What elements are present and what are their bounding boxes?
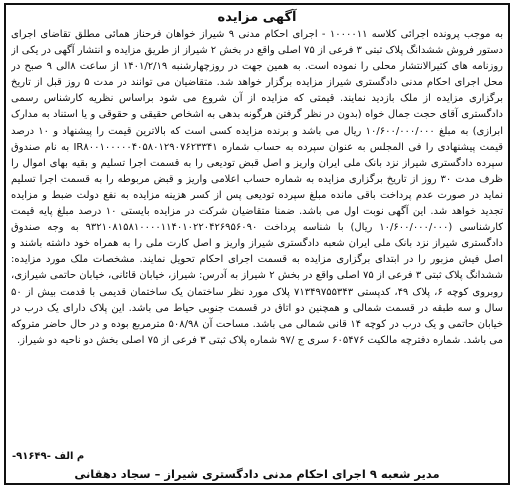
auction-notice — [4, 3, 510, 485]
notice-body-text: به موجب پرونده اجرائی کلاسه ۱۰۰۰۰۱۱ - اجرای احکام مدنی ۹ شیراز خواهان فرحناز همائی مطلق تقاضای اجرای دستور فروش ششدانگ پلاک ثبتی ۳ فرعی از ۷۵ اصلی واقع در بخش ۲ شیراز از طریق مزایده و انتشار آگهی در یکی از روزنامه های کثیرالانتشار محلی را نموده است. به همین جهت در روزچهارشنبه ۱۴۰۱/۲/۱۹ از ساعت ۸الی ۹ صبح در محل اجرای احکام مدنی دادگستری شیراز مزایده برگزار خواهد شد. متقاضیان می توانند در مدت ۵ روز قبل از تاریخ برگزاری مزایده از ملک بازدید نمایند. قیمتی که مزایده از آن شروع می شود براساس نظریه کارشناس رسمی دادگستری آقای حجت جمال خواه (بدون در نظر گرفتن هرگونه بدهی به اشخاص حقیقی و حقوقی و یا استناد به مدارک ابرازی) به مبلغ ۱۰/۶۰۰/۰۰۰/۰۰۰ ریال می باشد و برنده مزایده کسی است که بالاترین قیمت را پیشنهاد و ۱۰ درصد قیمت پیشنهادی را فی المجلس به عنوان سپرده به حساب شماره IR۸۰۰۱۰۰۰۰۰۴۰۵۸۰۱۲۹۰۷۶۲۳۳۴۱ به نام صندوق سپرده دادگستری شیراز نزد بانک ملی ایران واریز و اصل قبض تودیعی را به قسمت اجرا تسلیم و بقیه بهای اموال را ظرف مدت ۳۰ روز از تاریخ برگزاری مزایده به شماره حساب اعلامی واریز و قبض مربوطه را به قسمت اجرا تسلیم نماید در صورت عدم پرداخت باقی مانده مبلغ سپرده تودیعی پس از کسر هزینه مزایده به نفع دولت ضبط و مزایده تجدید خواهد شد. این آگهی نوبت اول می باشد. ضمنا متقاضیان شرکت در مزایده بایستی ۱۰ درصد مبلغ پایه قیمت کارشناسی (۱۰/۶۰۰/۰۰۰/۰۰۰ ریال) با شناسه پرداخت ۹۳۲۱۰۸۱۵۸۱۰۰۰۰۱۱۴۰۱۰۲۲۰۴۲۶۹۵۶۰۹۰ به وجه صندوق دادگستری شیراز نزد بانک ملی ایران شعبه دادگستری شیراز واریز و اصل کارت ملی را به همراه خود داشته باشند و اصل فیش مزبور را در ابتدای برگزاری مزایده به قسمت اجرای احکام تحویل نمایند. مشخصات ملک مورد مزایده: ششدانگ پلاک ثبتی ۳ فرعی از ۷۵ اصلی واقع در بخش ۲ شیراز به آدرس: شیراز، خیابان قائانی، خیابان حاتمی شیرازی، روبروی کوچه ۶، پلاک ۴۹، کدپستی ۷۱۳۴۹۷۵۵۳۴۳ پلاک مورد نظر ساختمان یک ساختمان قدیمی با قدمت بیش از ۵۰ سال و سه طبقه در قسمت شمالی و همچنین دو اتاق در قسمت جنوبی حیاط می باشد. این پلاک دارای یک درب در خیابان حاتمی و یک درب در کوچه ۱۴ قانی شمالی می باشد. مساحت آن ۵۰۸/۹۸ مترمربع بوده و در حال حاضر متروکه می باشد. شماره دفترچه مالکیت ۶۰۵۴۷۶ سری ج /۹۷ شماره پلاک ثبتی ۳ فرعی از ۷۵ اصلی بخش دو ناحیه دو شیراز. — [11, 29, 503, 346]
notice-tracking-code: م الف -۹۱۶۴۹- — [12, 451, 85, 462]
notice-signature: مدیر شعبه ۹ اجرای احکام مدنی دادگستری شیراز – سجاد دهقانی — [74, 467, 440, 481]
notice-title: آگهی مزایده — [217, 10, 297, 25]
